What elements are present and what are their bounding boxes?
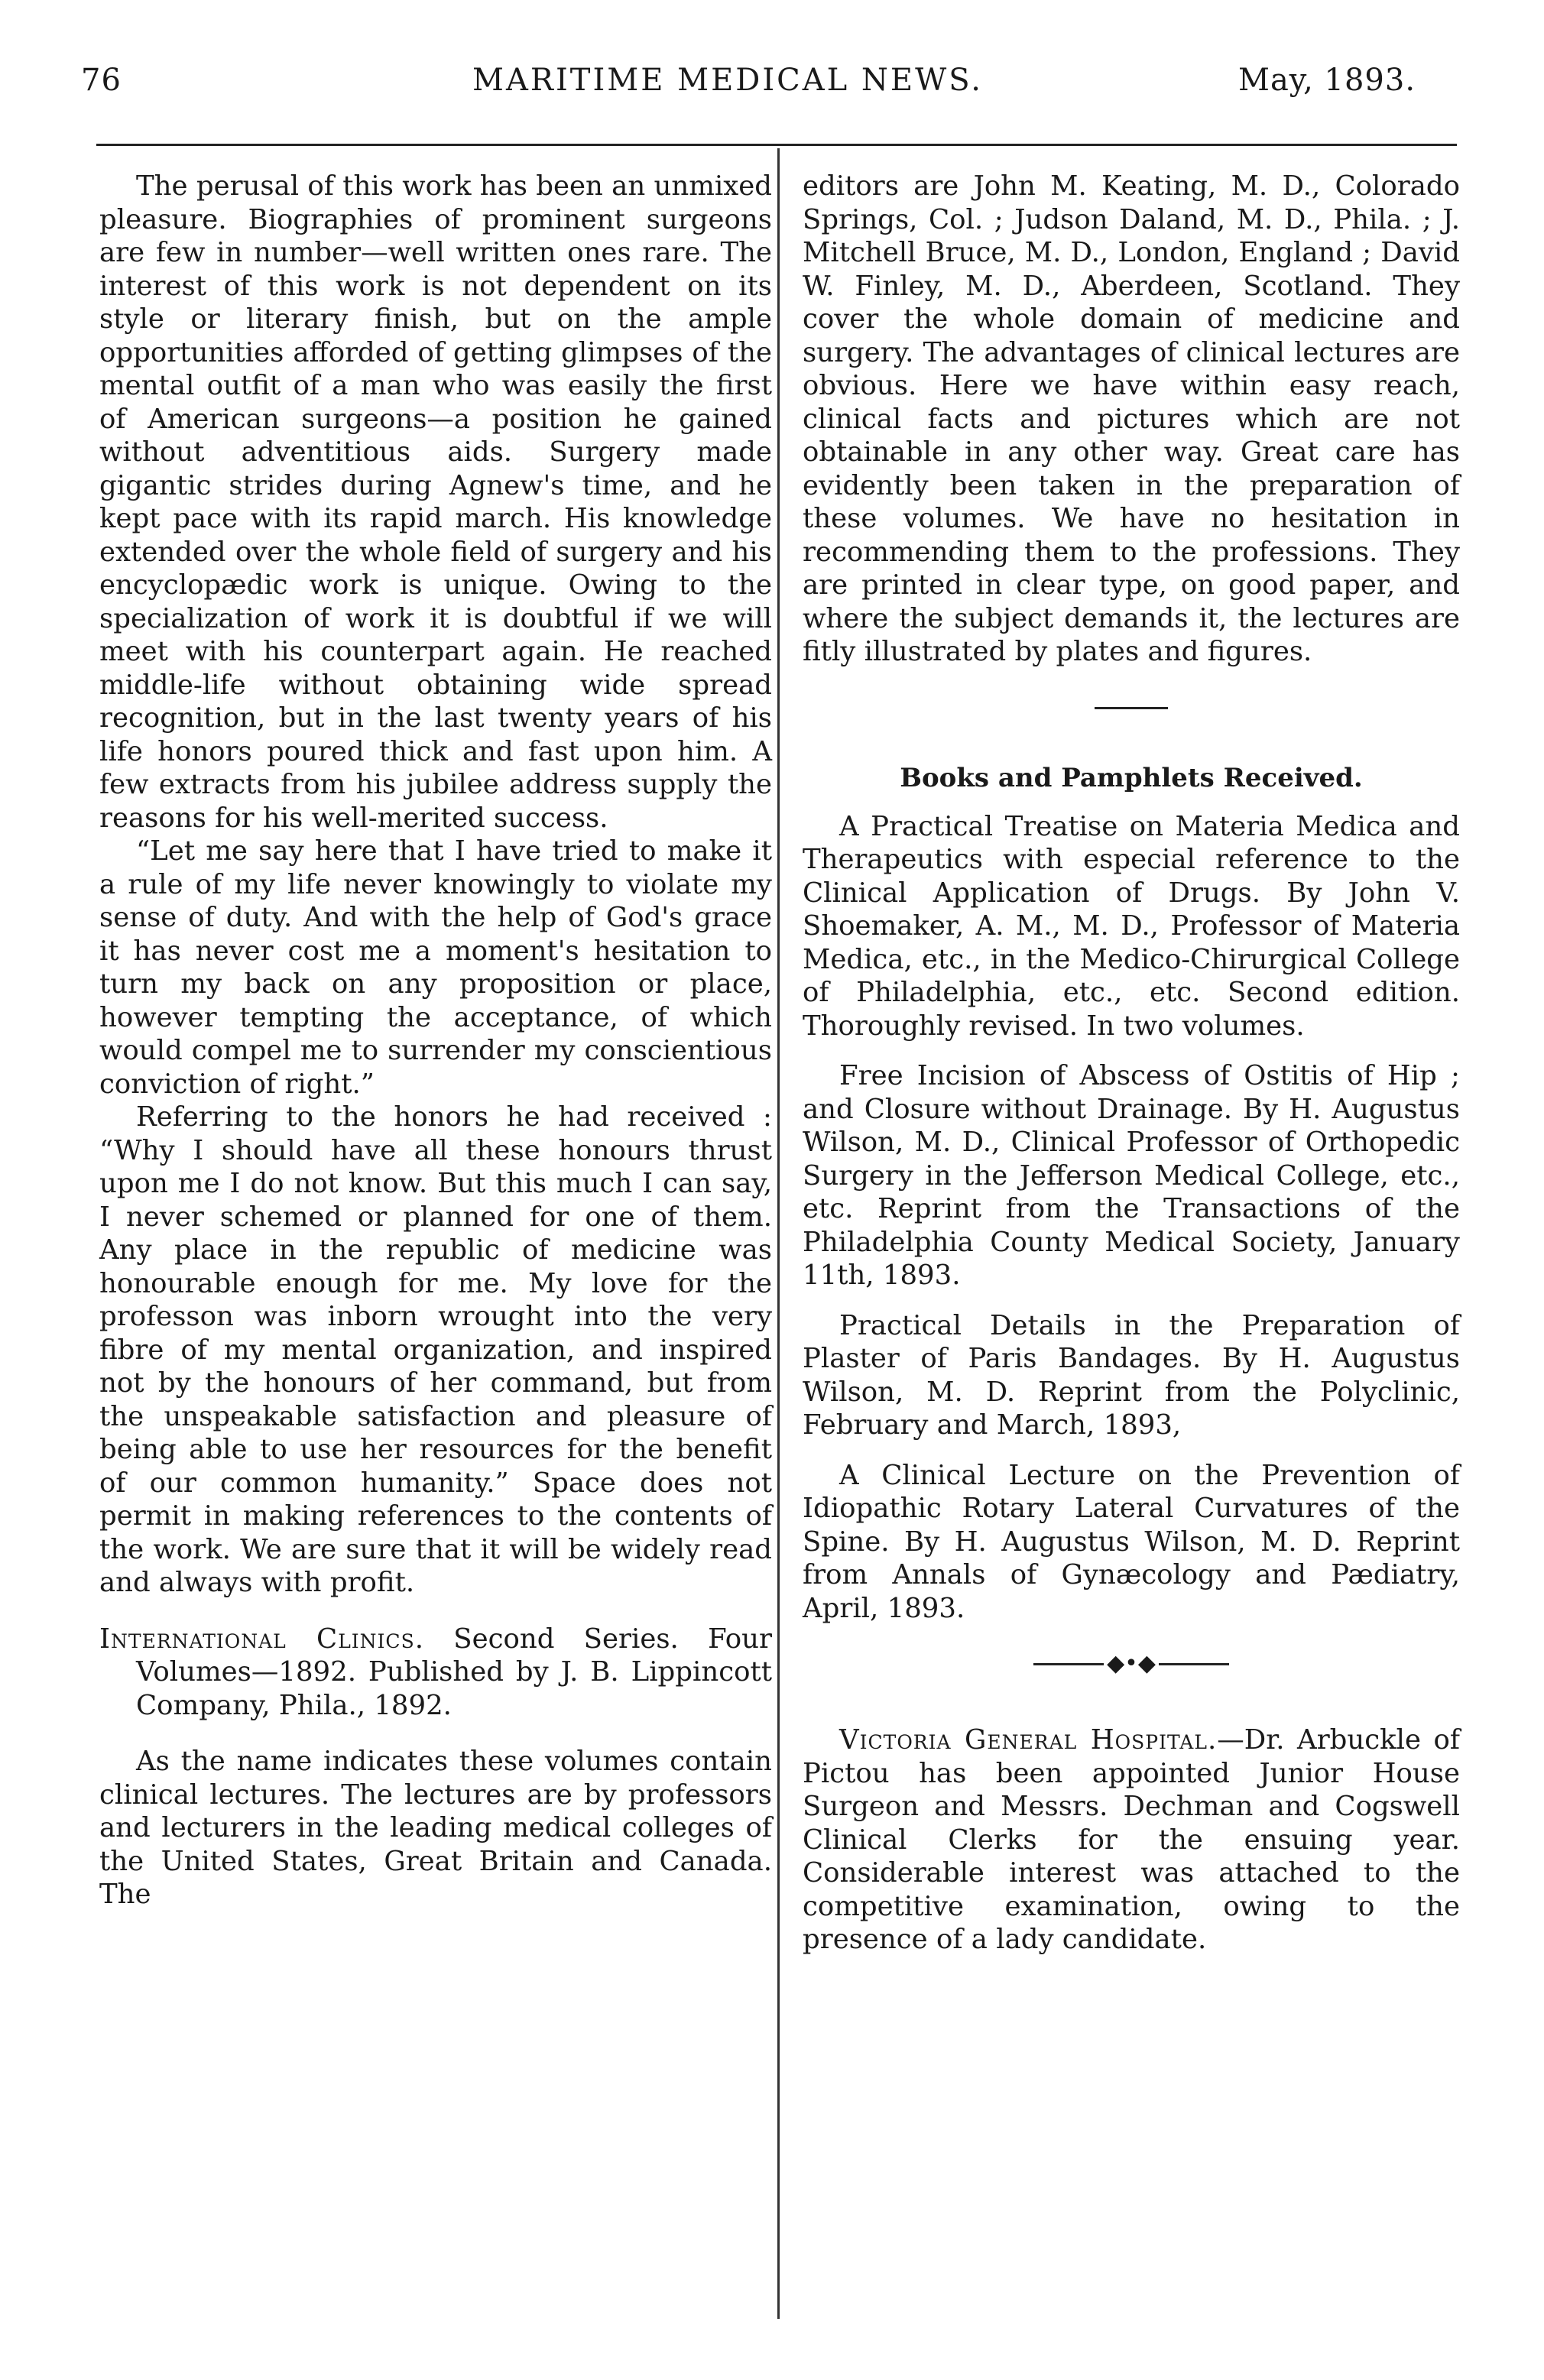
book-entry-4: A Clinical Lecture on the Prevention of Idiopathic Rotary Lateral Curvatures of the Spine. By H. Augustus Wilson, M. D. Reprint from Annals of Gynæcology and Pædiatry, April, 1893.: [803, 1459, 1460, 1624]
right-column: [803, 170, 1460, 1957]
left-column: [99, 170, 772, 1911]
clinics-title: International Clinics.: [99, 1623, 424, 1655]
issue-date: May, 1893.: [1238, 63, 1416, 98]
journal-title: MARITIME MEDICAL NEWS.: [472, 63, 983, 98]
hospital-news: [803, 1723, 1460, 1957]
clinics-details: Second Series. Four Volumes—1892. Published by J. B. Lippincott Company, Phila., 1892.: [136, 1623, 772, 1721]
review-paragraph-2: Referring to the honors he had received : “Why I should have all these honours thrust upon me I do not know. But this much I can say, I never schemed or planned for one of them. Any place in the republic of medicine was honourable enough for me. My love for the professon was inborn wrought into the very fibre of my mental organization, and inspired not by the honours of her command, but from the unspeakable satisfaction and pleasure of being able to use her resources for the benefit of our common humanity.” Space does not permit in making references to the contents of the work. We are sure that it will be widely read and always with profit.: [99, 1101, 772, 1598]
book-entry-3: Practical Details in the Preparation of Plaster of Paris Bandages. By H. Augustus Wilson, M. D. Reprint from the Polyclinic, February and March, 1893,: [803, 1309, 1460, 1441]
book-entry-1: A Practical Treatise on Materia Medica and Therapeutics with especial reference to the Clinical Application of Drugs. By John V. Shoemaker, A. M., M. D., Professor of Materia Medica, etc., in the Medico-Chirurgical College of Philadelphia, etc., etc. Second edition. Thoroughly revised. In two volumes.: [803, 810, 1460, 1042]
ornament-left-bar: [1033, 1663, 1104, 1665]
review-quote-1: “Let me say here that I have tried to make it a rule of my life never knowingly to violate my sense of duty. And with the help of God's grace it has never cost me a moment's hesitation to turn my back on any proposition or place, however tempting the acceptance, of which would compel me to surrender my conscientious conviction of right.”: [99, 835, 772, 1100]
clinics-review-continued: editors are John M. Keating, M. D., Colorado Springs, Col. ; Judson Daland, M. D., Phila. ; J. Mitchell Bruce, M. D., London, England ; David W. Finley, M. D., Aberdeen, Scotland. They cover the whole domain of medicine and surgery. The advantages of clinical lectures are obvious. Here we have within easy reach, clinical facts and pictures which are not obtainable in any other way. Great care has evidently been taken in the preparation of these volumes. We have no hesitation in recommending them to the professions. They are printed in clear type, on good paper, and where the subject demands it, the lectures are fitly illustrated by plates and figures.: [803, 170, 1460, 667]
hospital-text: —Dr. Arbuckle of Pictou has been appointed Junior House Surgeon and Messrs. Dechman and Cogswell Clinical Clerks for the ensuing year. Considerable interest was attached to the competitive examination, owing to the presence of a lady candidate.: [803, 1724, 1460, 1955]
books-received-heading: Books and Pamphlets Received.: [900, 762, 1363, 793]
review-paragraph-1: The perusal of this work has been an unmixed pleasure. Biographies of prominent surgeons are few in number—well written ones rare. The interest of this work is not dependent on its style or literary finish, but on the ample opportunities afforded of getting glimpses of the mental outfit of a man who was easily the first of American surgeons—a position he gained without adventitious aids. Surgery made gigantic strides during Agnew's time, and he kept pace with its rapid march. His knowledge extended over the whole field of surgery and his encyclopædic work is unique. Owing to the specialization of work it is doubtful if we will meet with his counterpart again. He reached middle-life without obtaining wide spread recognition, but in the last twenty years of his life honors poured thick and fast upon him. A few extracts from his jubilee address supply the reasons for his well-merited success.: [99, 170, 772, 834]
section-ornament: [803, 1648, 1460, 1679]
page-header: [0, 63, 1544, 109]
clinics-review: As the name indicates these volumes contain clinical lectures. The lectures are by professors and lecturers in the leading medical colleges of the United States, Great Britain and Canada. The: [99, 1746, 772, 1910]
book-entry-2: Free Incision of Abscess of Ostitis of Hip ; and Closure without Drainage. By H. Augustus Wilson, M. D., Clinical Professor of Orthopedic Surgery in the Jefferson Medical College, etc., etc. Reprint from the Transactions of the Philadelphia County Medical Society, January 11th, 1893.: [803, 1060, 1460, 1291]
ornament-right-bar: [1159, 1663, 1229, 1665]
hospital-title: Victoria General Hospital.: [839, 1724, 1218, 1756]
clinics-entry: [99, 1623, 772, 1723]
page-number: 76: [81, 63, 122, 98]
header-rule: [96, 144, 1457, 146]
ornament-glyph: ◆•◆: [1107, 1650, 1156, 1677]
column-divider: [777, 148, 780, 2319]
